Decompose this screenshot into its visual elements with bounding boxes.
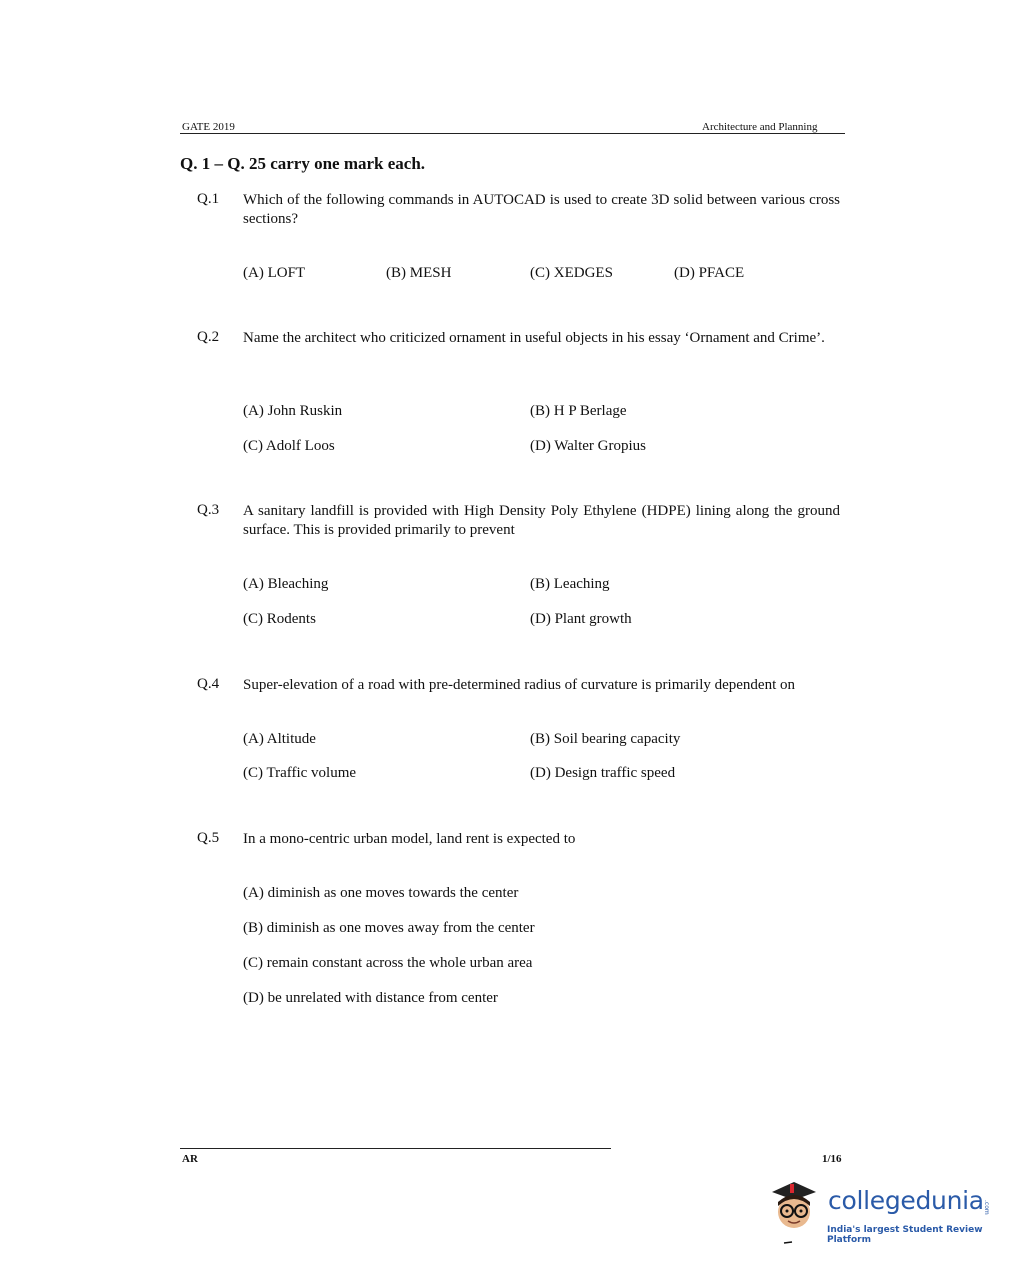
brand-tagline: India's largest Student Review Platform [827,1225,983,1245]
option-b: (B) Soil bearing capacity [530,731,681,747]
option-a: (A) LOFT [243,265,306,281]
exam-title: GATE 2019 [182,121,235,133]
question-number: Q.2 [197,329,220,345]
option-d: (D) Design traffic speed [530,765,676,781]
option-a: (A) John Ruskin [243,403,343,419]
option-c: (C) remain constant across the whole urban area [243,955,533,971]
option-b: (B) Leaching [530,576,610,592]
subject-title: Architecture and Planning [702,121,818,133]
option-c: (C) Rodents [243,611,316,627]
question-text: A sanitary landfill is provided with High Density Poly Ethylene (HDPE) lining along the ground surface. This is provided primarily to prevent [243,503,840,538]
option-d: (D) PFACE [674,265,745,281]
option-c: (C) Traffic volume [243,765,357,781]
option-a: (A) Altitude [243,731,316,747]
option-b: (B) MESH [386,265,452,281]
paper-code: AR [182,1153,198,1165]
footer-rule [180,1148,611,1149]
section-heading: Q. 1 – Q. 25 carry one mark each. [180,154,426,173]
brand-domain: .com [983,1200,990,1215]
question-text: Super-elevation of a road with pre-determined radius of curvature is primarily dependent on [243,677,796,693]
brand-name: collegedunia [828,1186,984,1215]
question-number: Q.1 [197,191,220,207]
question-number: Q.4 [197,676,220,692]
option-a: (A) Bleaching [243,576,329,592]
option-d: (D) be unrelated with distance from center [243,990,498,1006]
question-number: Q.3 [197,502,220,518]
page-number: 1/16 [822,1153,842,1165]
option-c: (C) Adolf Loos [243,438,335,454]
option-a: (A) diminish as one moves towards the center [243,885,519,901]
question-text: Which of the following commands in AUTOCAD is used to create 3D solid between various cross sections? [243,192,840,227]
option-c: (C) XEDGES [530,265,613,281]
header-rule [180,133,845,134]
question-text: Name the architect who criticized ornament in useful objects in his essay ‘Ornament and Crime’. [243,330,825,346]
option-b: (B) diminish as one moves away from the center [243,920,535,936]
question-number: Q.5 [197,830,220,846]
option-d: (D) Walter Gropius [530,438,646,454]
option-b: (B) H P Berlage [530,403,627,419]
option-d: (D) Plant growth [530,611,632,627]
question-text: In a mono-centric urban model, land rent is expected to [243,831,576,847]
